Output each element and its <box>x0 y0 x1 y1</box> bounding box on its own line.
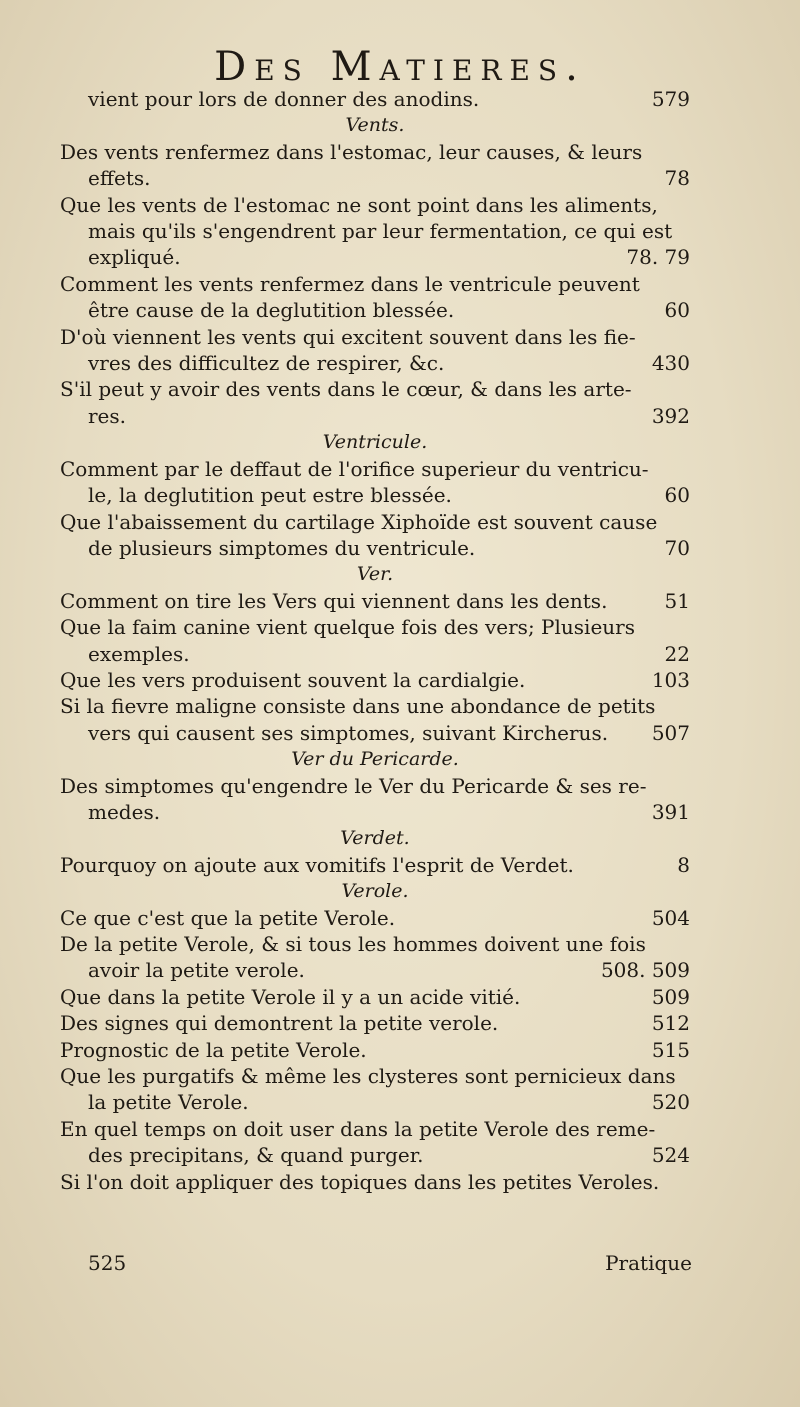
index-entry <box>60 667 690 693</box>
entry-text: Des signes qui demontrent la petite verole. <box>60 1011 499 1036</box>
entry-page-ref: 103 <box>651 667 690 692</box>
index-entry <box>60 614 690 640</box>
index-entry <box>60 403 690 429</box>
index-entry <box>60 984 690 1010</box>
index-entry <box>60 720 690 746</box>
entry-text: Que les purgatifs & même les clysteres sont pernicieux dans <box>60 1064 676 1089</box>
index-entry <box>60 693 690 719</box>
entry-text: des precipitans, & quand purger. <box>88 1143 424 1168</box>
entry-text: Prognostic de la petite Verole. <box>60 1037 367 1062</box>
entry-text: Si la fievre maligne consiste dans une abondance de petits <box>60 694 656 719</box>
entry-text: vres des difficultez de respirer, &c. <box>88 351 445 376</box>
entry-text: En quel temps on doit user dans la petite Verole des reme- <box>60 1116 656 1141</box>
index-entry <box>60 86 690 112</box>
entry-text: Que l'abaissement du cartilage Xiphoïde est souvent cause <box>60 509 658 534</box>
section-heading: Ventricule. <box>322 431 428 454</box>
entry-text: exemples. <box>88 641 190 666</box>
index-entry <box>60 535 690 561</box>
entry-text: mais qu'ils s'engendrent par leur fermentation, ce qui est <box>88 219 673 244</box>
index-entry <box>60 218 690 244</box>
entry-page-ref: 60 <box>664 483 690 508</box>
entry-page-ref: 78. 79 <box>626 245 690 270</box>
index-entry <box>60 1063 690 1089</box>
entry-page-ref: 51 <box>664 588 690 613</box>
index-entry <box>60 852 690 878</box>
entry-page-ref: 392 <box>651 403 690 428</box>
entry-text: avoir la petite verole. <box>88 958 305 983</box>
index-entry <box>60 139 690 165</box>
entry-text: Que la faim canine vient quelque fois des vers; Plusieurs <box>60 615 635 640</box>
entry-text: Que les vers produisent souvent la cardialgie. <box>60 667 526 692</box>
index-entry <box>60 957 690 983</box>
entry-text: effets. <box>88 166 151 191</box>
trailing-page-ref: 525 <box>88 1251 127 1275</box>
index-entry <box>60 1169 690 1195</box>
entry-page-ref: 391 <box>651 799 690 824</box>
entry-text: Que les vents de l'estomac ne sont point dans les aliments, <box>60 192 658 217</box>
index-entry <box>60 1010 690 1036</box>
section-heading: Ver du Pericarde. <box>291 748 459 771</box>
entry-text: Comment les vents renfermez dans le ventricule peuvent <box>60 271 640 296</box>
entry-page-ref: 524 <box>651 1143 690 1168</box>
entry-text: Ce que c'est que la petite Verole. <box>60 905 396 930</box>
entry-text: Que dans la petite Verole il y a un acide vitié. <box>60 984 521 1009</box>
catchword: Pratique <box>605 1251 692 1275</box>
index-entry <box>60 931 690 957</box>
entry-text: être cause de la deglutition blessée. <box>88 298 455 323</box>
index-entry <box>60 641 690 667</box>
entry-text: la petite Verole. <box>88 1090 249 1115</box>
index-entry <box>60 165 690 191</box>
entry-page-ref: 512 <box>651 1011 690 1036</box>
entry-page-ref: 70 <box>664 535 690 560</box>
index-entry <box>60 482 690 508</box>
index-entry <box>60 192 690 218</box>
index-entry <box>60 271 690 297</box>
index-entry <box>60 297 690 323</box>
section-heading: Verole. <box>341 880 409 903</box>
index-entry <box>60 509 690 535</box>
index-entry <box>60 456 690 482</box>
index-entry <box>60 799 690 825</box>
entry-text: medes. <box>88 799 161 824</box>
entry-page-ref: 579 <box>651 87 690 111</box>
index-entries <box>60 86 690 1195</box>
entry-page-ref: 507 <box>651 720 690 745</box>
entry-page-ref: 515 <box>651 1037 690 1062</box>
index-entry <box>60 244 690 270</box>
entry-text: S'il peut y avoir des vents dans le cœur, & dans les arte- <box>60 377 632 402</box>
entry-page-ref: 22 <box>664 641 690 666</box>
section-heading: Ver. <box>356 563 394 586</box>
entry-page-ref: 78 <box>664 166 690 191</box>
entry-text: de plusieurs simptomes du ventricule. <box>88 535 476 560</box>
index-entry <box>60 905 690 931</box>
index-entry <box>60 376 690 402</box>
entry-text: expliqué. <box>88 245 181 270</box>
index-entry <box>60 1116 690 1142</box>
entry-page-ref: 509 <box>651 984 690 1009</box>
index-entry <box>60 1037 690 1063</box>
entry-page-ref: 504 <box>651 905 690 930</box>
entry-page-ref: 8 <box>677 852 690 877</box>
entry-text: Des simptomes qu'engendre le Ver du Pericarde & ses re- <box>60 773 647 798</box>
index-entry <box>60 1089 690 1115</box>
index-entry <box>60 350 690 376</box>
entry-text: D'où viennent les vents qui excitent souvent dans les fie- <box>60 324 636 349</box>
index-entry <box>60 773 690 799</box>
entry-text: Pourquoy on ajoute aux vomitifs l'esprit de Verdet. <box>60 852 574 877</box>
entry-text: Comment par le deffaut de l'orifice superieur du ventricu- <box>60 456 649 481</box>
entry-text: Des vents renfermez dans l'estomac, leur causes, & leurs <box>60 139 643 164</box>
entry-text: Si l'on doit appliquer des topiques dans les petites Veroles. <box>60 1169 660 1194</box>
index-entry <box>60 1142 690 1168</box>
section-heading: Verdet. <box>340 827 410 850</box>
entry-text: De la petite Verole, & si tous les hommes doivent une fois <box>60 932 646 956</box>
entry-text: res. <box>88 403 127 428</box>
section-heading: Vents. <box>345 114 405 137</box>
entry-text: vient pour lors de donner des anodins. <box>88 87 480 111</box>
index-entry <box>60 324 690 350</box>
entry-page-ref: 60 <box>664 298 690 323</box>
entry-text: vers qui causent ses simptomes, suivant Kircherus. <box>88 720 609 745</box>
entry-page-ref: 430 <box>651 351 690 376</box>
entry-page-ref: 508. 509 <box>600 958 690 983</box>
entry-page-ref: 520 <box>651 1090 690 1115</box>
page-header: Des Matieres. <box>214 44 586 90</box>
entry-text: Comment on tire les Vers qui viennent dans les dents. <box>60 588 608 613</box>
entry-text: le, la deglutition peut estre blessée. <box>88 483 452 508</box>
index-entry <box>60 588 690 614</box>
